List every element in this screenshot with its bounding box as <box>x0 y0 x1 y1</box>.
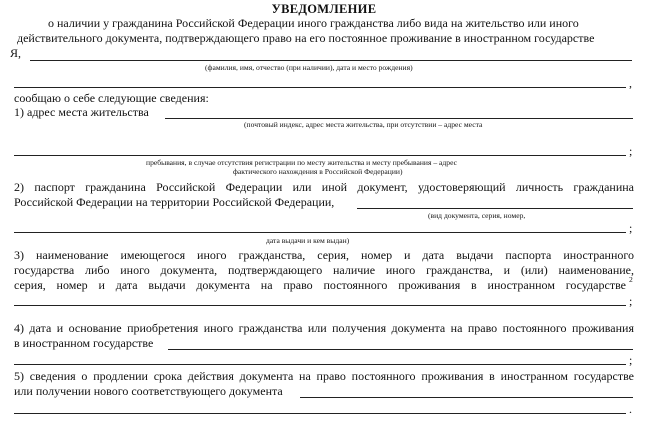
section-2-line-2: Российской Федерации на территории Российской Федерации, <box>14 195 335 209</box>
section-4-line-2: в иностранном государстве <box>14 336 154 350</box>
i-label: Я, <box>10 46 22 60</box>
section-2-line-1: 2) паспорт гражданина Российской Федерации или иной документ, удостоверяющий личность гражданина <box>14 180 634 194</box>
address-input-line[interactable] <box>165 118 633 119</box>
hint-document-1: (вид документа, серия, номер, <box>428 211 526 220</box>
passport-input-line-2[interactable] <box>14 232 626 233</box>
section-3-line-1: 3) наименование имеющегося иного гражданства, серия, номер и дата выдачи паспорта иностранного <box>14 248 634 262</box>
section-5-line-2: или получении нового соответствующего документа <box>14 384 283 398</box>
passport-input-line[interactable] <box>357 208 633 209</box>
hint-document-2: дата выдачи и кем выдан) <box>266 236 350 245</box>
semicolon-2: ; <box>629 221 633 235</box>
acquisition-input-line-2[interactable] <box>14 364 626 365</box>
period-end: . <box>629 402 632 416</box>
section-4-line-1: 4) дата и основание приобретения иного гражданства или получения документа на право постоянного проживания <box>14 321 634 335</box>
reporting-label: сообщаю о себе следующие сведения: <box>14 91 209 105</box>
document-title: УВЕДОМЛЕНИЕ <box>271 2 377 16</box>
section-1-label: 1) адрес места жительства <box>14 105 149 119</box>
hint-address-1: (почтовый индекс, адрес места жительства, при отсутствии – адрес места <box>244 120 483 129</box>
subtitle-line-2: действительного документа, подтверждающего право на его постоянное проживание в иностранном государстве <box>17 31 595 45</box>
hint-address-2: пребывания, в случае отсутствия регистрации по месту жительства и месту пребывания – адрес <box>146 158 458 167</box>
semicolon-3: ; <box>629 294 633 308</box>
footnote-marker: 2 <box>629 275 633 284</box>
section-5-line-1: 5) сведения о продлении срока действия документа на право постоянного проживания в иностранном государстве <box>14 369 634 383</box>
renewal-input-line[interactable] <box>300 397 633 398</box>
comma-1: , <box>629 76 632 90</box>
acquisition-input-line[interactable] <box>168 349 633 350</box>
address-input-line-2[interactable] <box>14 155 626 156</box>
subtitle-line-1: о наличии у гражданина Российской Федерации иного гражданства либо вида на жительство или иного <box>48 16 579 30</box>
semicolon-1: ; <box>629 144 633 158</box>
fio-input-line-2[interactable] <box>14 87 626 88</box>
renewal-input-line-2[interactable] <box>14 413 626 414</box>
semicolon-4: ; <box>629 353 633 367</box>
section-3-line-3: серия, номер и дата выдачи документа на право постоянного проживания в иностранном государстве <box>14 278 626 292</box>
hint-address-3: фактического нахождения в Российской Федерации) <box>233 167 403 176</box>
other-citizenship-input-line[interactable] <box>14 305 626 306</box>
fio-input-line[interactable] <box>30 60 632 61</box>
hint-fio: (фамилия, имя, отчество (при наличии), дата и место рождения) <box>205 63 413 72</box>
section-3-line-2: государства либо иного документа, подтверждающего наличие иного гражданства, и (или) наименование, <box>14 263 634 277</box>
